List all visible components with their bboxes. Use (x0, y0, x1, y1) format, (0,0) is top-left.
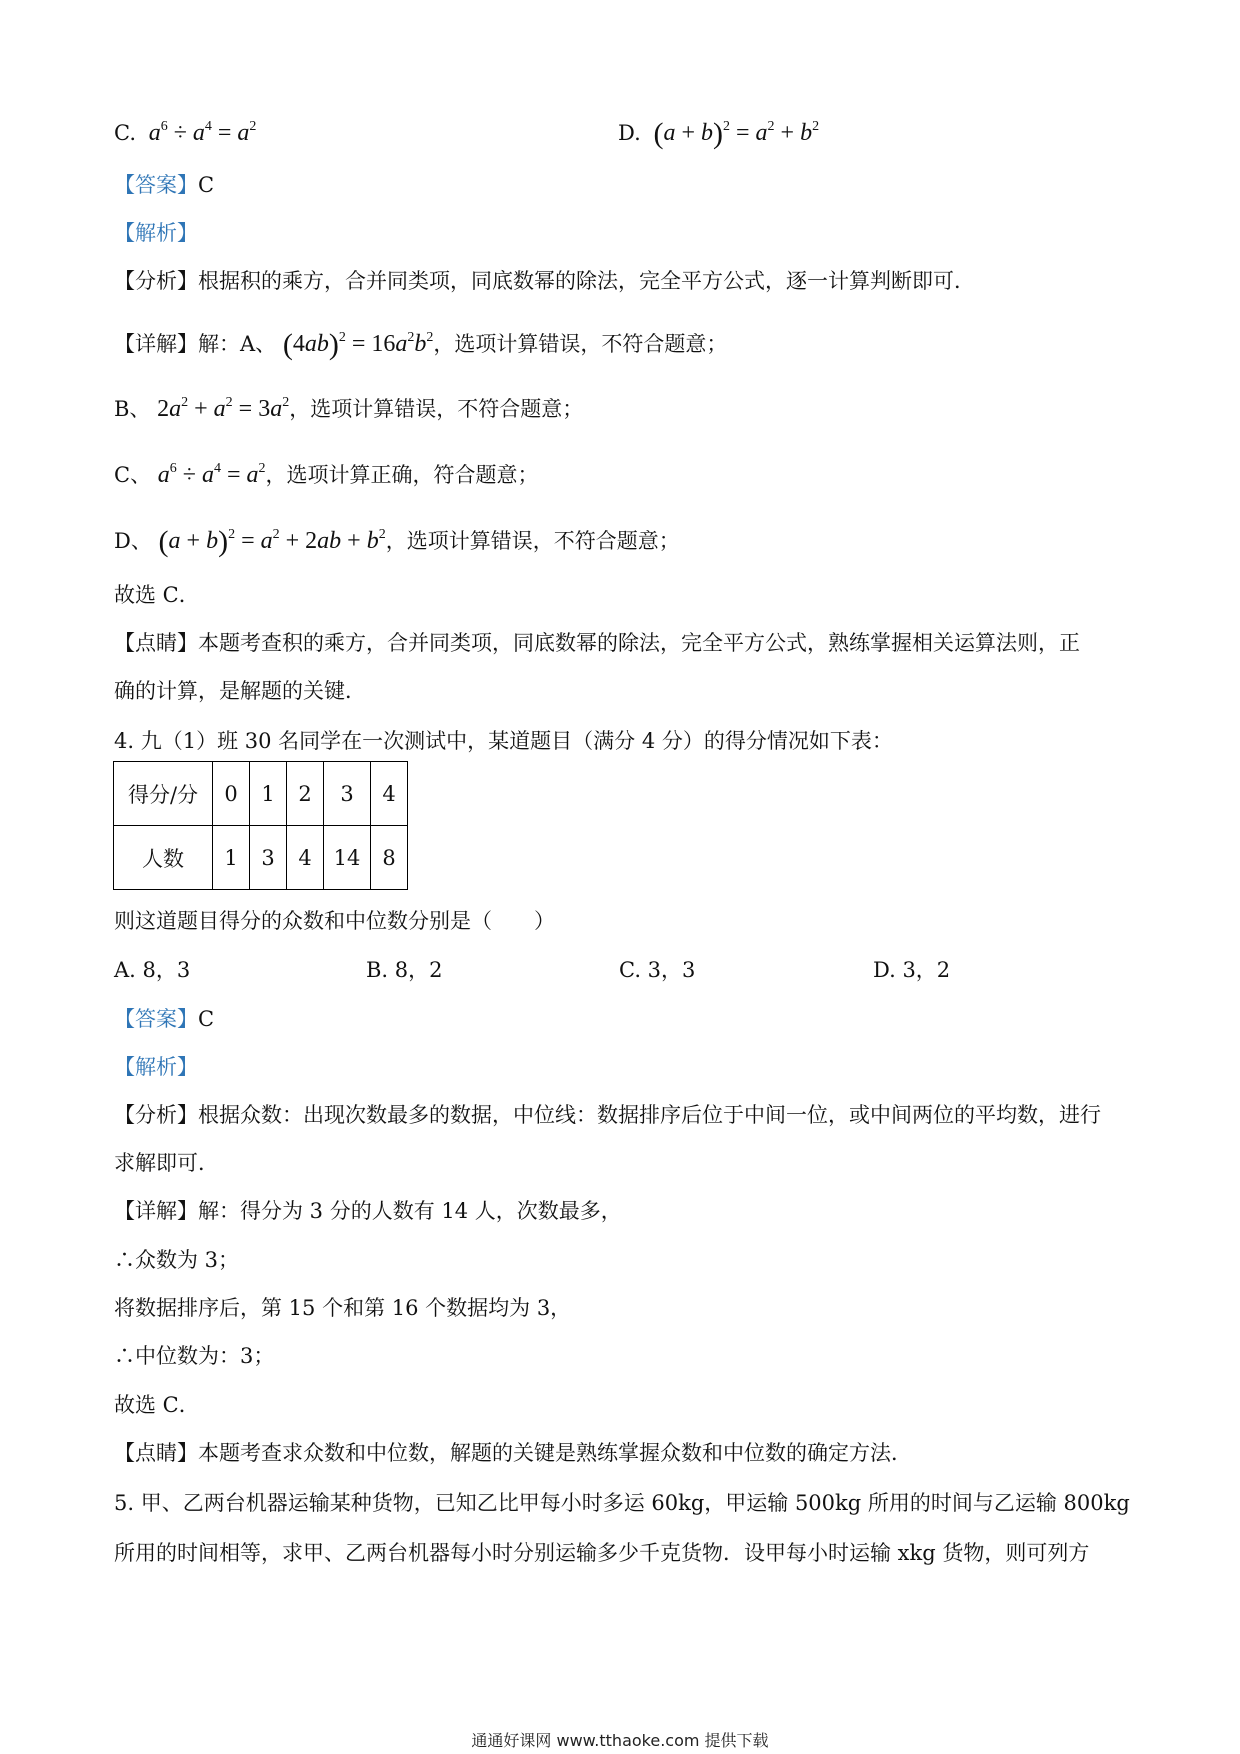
table-cell: 1 (250, 762, 287, 826)
option-c-formula: $a^6 \div a^4 = a^2$ (148, 119, 257, 146)
formula-d: $(a + b)^2 = a^2 + 2ab + b^2$ (158, 525, 386, 558)
answer-tag: 【答案】 (114, 1007, 198, 1031)
option-d-formula: $(a + b)^2 = a^2 + b^2$ (653, 117, 820, 150)
formula-a: $(4ab)^2 = 16a^2b^2$ (282, 328, 434, 361)
q4-fenxi-1 (114, 1100, 1101, 1130)
table-row-label: 得分/分 (114, 762, 213, 826)
xiangjie-label: 【详解】 (114, 332, 198, 356)
analysis-tag: 【解析】 (114, 221, 198, 245)
option-c (114, 112, 256, 148)
fenxi-label: 【分析】 (114, 1103, 198, 1127)
q4-option-a: A. 8，3 (114, 958, 191, 982)
option-d (618, 112, 819, 149)
line-b-label: B、 (114, 397, 151, 421)
table-cell: 3 (250, 826, 287, 890)
q3-analysis-tag (114, 218, 198, 248)
q5-line2: 所用的时间相等，求甲、乙两台机器每小时分别运输多少千克货物．设甲每小时运输 xkg 货物，则可列方 (114, 1541, 1090, 1565)
q3-line-b (114, 388, 583, 424)
q4-option-d: D. 3，2 (873, 958, 951, 982)
q4-analysis-tag (114, 1052, 198, 1082)
q3-line-d (114, 520, 680, 557)
line-a-tail: ，选项计算错误，不符合题意； (433, 332, 728, 356)
dianjing-label: 【点睛】 (114, 631, 198, 655)
table-cell: 2 (287, 762, 324, 826)
table-cell: 1 (213, 826, 250, 890)
q4-step2: 将数据排序后，第 15 个和第 16 个数据均为 3， (114, 1296, 572, 1320)
analysis-tag: 【解析】 (114, 1055, 198, 1079)
q3-fenxi (114, 266, 975, 296)
q3-conclusion: 故选 C． (114, 583, 200, 607)
answer-value: C (198, 1007, 215, 1031)
table-cell: 0 (213, 762, 250, 826)
xiangjie-text: 解：得分为 3 分的人数有 14 人，次数最多， (198, 1199, 622, 1223)
table-cell: 8 (371, 826, 408, 890)
q3-dianjing-1 (114, 628, 1080, 658)
xiangjie-prefix: 解：A、 (198, 332, 277, 356)
q4-option-b: B. 8，2 (366, 958, 443, 982)
q3-xiangjie-a (114, 323, 727, 360)
line-c-tail: ，选项计算正确，符合题意； (265, 463, 539, 487)
line-b-tail: ，选项计算错误，不符合题意； (289, 397, 584, 421)
table-cell: 4 (287, 826, 324, 890)
q3-dianjing-2: 确的计算，是解题的关键． (114, 679, 366, 703)
table-row (114, 826, 408, 890)
q4-step3: ∴中位数为：3； (114, 1344, 275, 1368)
q4-dianjing (114, 1438, 912, 1468)
q4-fenxi-2: 求解即可． (114, 1151, 219, 1175)
option-d-label: D. (618, 121, 641, 145)
page-footer: 通通好课网 www.tthaoke.com 提供下载 (471, 1731, 769, 1750)
q4-answer (114, 1004, 214, 1034)
answer-value: C (198, 173, 215, 197)
line-d-label: D、 (114, 529, 152, 553)
line-c-label: C、 (114, 463, 152, 487)
option-c-label: C. (114, 121, 136, 145)
q3-line-c (114, 454, 538, 490)
table-cell: 14 (324, 826, 371, 890)
q4-step1: ∴众数为 3； (114, 1248, 240, 1272)
q4-option-c: C. 3，3 (619, 958, 696, 982)
dianjing-label: 【点睛】 (114, 1441, 198, 1465)
formula-b: $2a^2 + a^2 = 3a^2$ (157, 395, 290, 422)
formula-c: $a^6 \div a^4 = a^2$ (157, 461, 266, 488)
score-table (113, 761, 408, 890)
line-d-tail: ，选项计算错误，不符合题意； (385, 529, 680, 553)
table-cell: 3 (324, 762, 371, 826)
fenxi-line1: 根据众数：出现次数最多的数据，中位线：数据排序后位于中间一位，或中间两位的平均数，进行 (198, 1103, 1101, 1127)
table-row-label: 人数 (114, 826, 213, 890)
answer-tag: 【答案】 (114, 173, 198, 197)
dianjing-text: 本题考查求众数和中位数，解题的关键是熟练掌握众数和中位数的确定方法． (198, 1441, 912, 1465)
q4-conclusion: 故选 C． (114, 1393, 200, 1417)
fenxi-label: 【分析】 (114, 269, 198, 293)
xiangjie-label: 【详解】 (114, 1199, 198, 1223)
q3-answer (114, 170, 214, 200)
q4-question: 则这道题目得分的众数和中位数分别是（ ） (114, 909, 555, 933)
q4-xiangjie (114, 1196, 622, 1226)
q4-stem: 4. 九（1）班 30 名同学在一次测试中，某道题目（满分 4 分）的得分情况如下表： (114, 729, 893, 753)
fenxi-text: 根据积的乘方，合并同类项，同底数幂的除法，完全平方公式，逐一计算判断即可． (198, 269, 975, 293)
q5-line1: 5. 甲、乙两台机器运输某种货物，已知乙比甲每小时多运 60kg，甲运输 500kg 所用的时间与乙运输 800kg (114, 1491, 1130, 1515)
dianjing-line1: 本题考查积的乘方，合并同类项，同底数幂的除法，完全平方公式，熟练掌握相关运算法则，正 (198, 631, 1080, 655)
table-row (114, 762, 408, 826)
table-cell: 4 (371, 762, 408, 826)
